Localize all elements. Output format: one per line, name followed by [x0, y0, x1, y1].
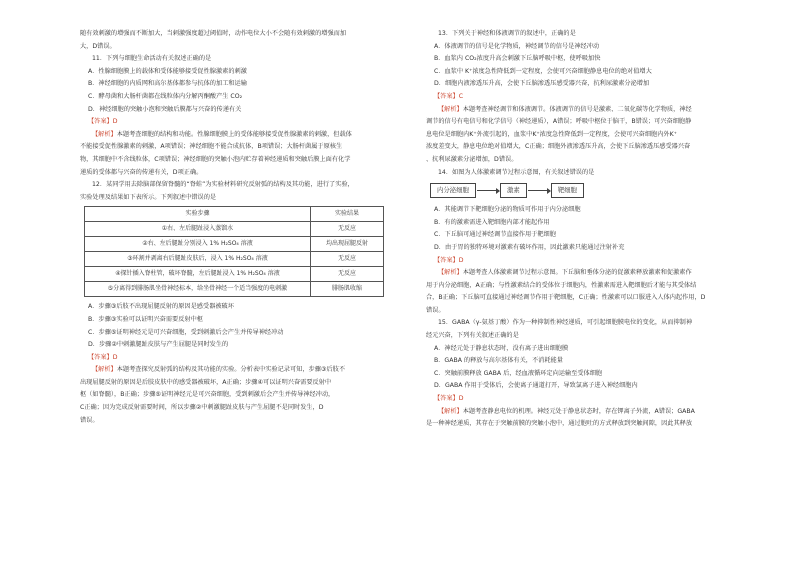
- answer: 【答案】D: [88, 118, 118, 126]
- question-12-stem: 实验处理及结果如下表所示。下列叙述中错误的是: [80, 193, 217, 201]
- table-cell: 腓肠肌收缩: [311, 282, 384, 297]
- table-cell: 均出现屈腿反射: [311, 237, 384, 252]
- option-c: C．突触前膜释放 GABA 后，经血液循环定向运输至受体细胞: [434, 369, 603, 377]
- option-c: C．酵母菌和大肠杆菌都在线粒体内分解丙酮酸产生 CO₂: [88, 92, 243, 100]
- option-a: A．其能调节下靶细胞分泌的物质可作用于内分泌细胞: [434, 206, 581, 214]
- endocrine-cell-box: 内分泌细胞: [430, 183, 476, 198]
- explanation: C正确；因为完成反射需要时间，所以步骤②中刺激腿趾皮肤与产生屈腿不是同时发生，D: [80, 404, 324, 412]
- question-13-stem: 13．下列关于神经和体液调节的叙述中，正确的是: [438, 30, 576, 37]
- table-header: 实验结果: [311, 207, 384, 222]
- explanation: 出现屈腿反射的原因是后肢皮肤中的感受器被破坏，A正确；步骤④可以证明兴奋需要反射中: [80, 378, 332, 386]
- option-d: D．GABA 作用于受体后，会使离子通道打开，导致氯离子进入神经细胞内: [434, 382, 638, 390]
- continued-text: 大，D错误。: [80, 42, 116, 50]
- experiment-table: [84, 206, 384, 297]
- table-cell: ①右、左后腿趾浸入蒸馏水: [85, 222, 311, 237]
- answer: 【答案】D: [434, 256, 464, 264]
- explanation: 用于内分泌细胞，A正确；与性激素结合的受体位于细胞内，性激素需进入靶细胞后才能与其受体结: [426, 281, 697, 289]
- option-a: A．体液调节的信号是化学物质，神经调节的信号是神经冲动: [434, 42, 600, 50]
- right-column: [426, 28, 746, 431]
- explanation-tag: 【解析】: [92, 130, 117, 138]
- explanation: 枢（如脊髓），B正确；步骤⑤证明神经元是可兴奋细胞，受到刺激后会产生并传导神经冲动，: [80, 391, 335, 399]
- table-row: [85, 237, 384, 252]
- hormone-flow-diagram: [430, 183, 746, 198]
- table-cell: ⑤分离得到腓肠肌坐骨神经标本，给坐骨神经一个适当强度的电刺激: [85, 282, 311, 297]
- question-12-stem: 12．某同学用去除脑部保留脊髓的“脊蛙”为实验材料研究反射弧的结构及其功能，进行了实验，: [92, 181, 354, 189]
- option-a: A．神经元处于静息状态时，没有离子进出细胞膜: [434, 344, 569, 352]
- option-d: D．细胞内液渗透压升高，会使下丘脑渗透压感受器兴奋，抗利尿激素分泌增加: [434, 80, 650, 88]
- explanation-tag: 【解析】: [92, 366, 117, 374]
- option-b: B．有的激素需进入靶细胞内部才能起作用: [434, 218, 550, 226]
- option-c: C．血浆中 K⁺浓度急性降低到一定程度，会使可兴奋细胞静息电位的绝对值增大: [434, 67, 652, 75]
- explanation: 合，B正确；下丘脑可直接通过神经调节作用于靶细胞，C正确；性激素可以口服进入人体内起作用，D: [426, 294, 706, 302]
- table-row: [85, 282, 384, 297]
- table-cell: ④探针插入脊柱管，破坏脊髓，左后腿趾浸入 1% H₂SO₄ 溶液: [85, 267, 311, 282]
- explanation: 物，其细胞中不含线粒体，C项错误；神经细胞的突触小泡内贮存着神经递质和突触后膜上面有化学: [80, 155, 351, 163]
- target-cell-box: 靶细胞: [551, 183, 584, 198]
- continued-text: 随有效刺激的增强而不断加大，当刺激强度超过阈值时，动作电位大小不会随有效刺激的增强而加: [80, 30, 347, 37]
- answer: 【答案】D: [434, 395, 464, 403]
- option-a: A．性腺细胞膜上的载体和受体能够接受促性腺激素的刺激: [88, 67, 247, 75]
- option-c: C．步骤⑤证明神经元是可兴奋细胞，受到刺激后会产生并传导神经冲动: [88, 328, 284, 336]
- table-row: [85, 267, 384, 282]
- explanation: 【解析】本题考查静息电位的机理。神经元处于静息状态时，存在钾离子外流，A错误；GABA: [438, 407, 695, 415]
- table-cell: 无反应: [311, 222, 384, 237]
- question-11-stem: 11．下列与细胞生命活动有关叙述正确的是: [92, 55, 212, 63]
- arrow-icon: [528, 190, 550, 191]
- table-cell: 无反应: [311, 252, 384, 267]
- explanation: 错误。: [426, 306, 445, 314]
- explanation: 【解析】本题考查细胞的结构和功能。性腺细胞膜上的受体能够接受促性腺激素的刺激，但载体: [92, 130, 352, 138]
- explanation: 【解析】本题考查神经调节和体液调节。体液调节的信号是激素、二氧化碳等化学物质，神经: [438, 105, 692, 113]
- table-row: [85, 252, 384, 267]
- explanation-tag: 【解析】: [438, 407, 463, 415]
- option-b: B．步骤③实验可以证明兴奋需要反射中枢: [88, 315, 203, 323]
- question-15-stem: 15．GABA（γ-氨基丁酸）作为一种抑制性神经递质，可引起细胞膜电位的变化，从而抑制神: [438, 319, 693, 327]
- explanation: 调节的信号有电信号和化学信号（神经递质），A错误；呼吸中枢位于脑干，B错误；可兴奋细胞静: [426, 118, 692, 126]
- arrow-icon: [477, 190, 499, 191]
- question-15-stem: 经元兴奋，下列有关叙述正确的是: [426, 332, 519, 340]
- table-cell: ③环割并剥离右后腿趾皮肤后，浸入 1% H₂SO₄ 溶液: [85, 252, 311, 267]
- table-header-row: [85, 207, 384, 222]
- table-cell: ②右、左后腿趾分别浸入 1% H₂SO₄ 溶液: [85, 237, 311, 252]
- explanation: 不能接受促性腺激素的刺激，A项错误；神经细胞不能合成抗体，B项错误；大肠杆菌属于原核生: [80, 143, 343, 151]
- table-cell: 无反应: [311, 267, 384, 282]
- explanation-tag: 【解析】: [438, 269, 463, 277]
- explanation: 浓度差变大，静息电位绝对值增大，C正确；细胞外液渗透压升高，会使下丘脑渗透压感受器兴奋: [426, 143, 691, 151]
- explanation: 【解析】本题考查人体激素调节过程示意图。下丘脑和垂体分泌的促激素释放激素和促激素作: [438, 269, 692, 277]
- option-b: B．GABA 的释放与高尔基体有关，不消耗能量: [434, 357, 563, 365]
- option-a: A．步骤③后肢不出现屈腿反射的原因是感受器被破坏: [88, 303, 234, 311]
- question-14-stem: 14．如图为人体激素调节过程示意图，有关叙述错误的是: [438, 168, 595, 176]
- explanation: 【解析】本题考查探究反射弧的结构及其功能的实验。分析表中实验记录可知，步骤③后肢不: [92, 366, 346, 374]
- explanation-tag: 【解析】: [438, 105, 463, 113]
- option-b: B．血浆内 CO₂浓度升高会刺激下丘脑呼吸中枢，使呼吸加快: [434, 55, 601, 63]
- answer: 【答案】D: [88, 353, 118, 361]
- explanation: 息电位是细胞内K⁺外流引起的，血浆中K⁺浓度急性降低到一定程度，会使可兴奋细胞内外K⁺: [426, 130, 677, 138]
- explanation: 错误。: [80, 416, 99, 424]
- option-c: C．下丘脑可通过神经调节直接作用于靶细胞: [434, 231, 556, 239]
- explanation: 递质的受体都与兴奋的传递有关，D项正确。: [80, 168, 203, 176]
- explanation: 是一种神经递质，其存在于突触前膜的突触小泡中，通过胞吐的方式释放到突触间隙，因此其释放: [426, 420, 693, 428]
- hormone-box: 激素: [500, 183, 527, 198]
- option-d: D．步骤②中刺激腿趾皮肤与产生屈腿是同时发生的: [88, 341, 229, 349]
- option-d: D．神经细胞的突触小泡和突触后膜都与兴奋的传递有关: [88, 105, 242, 113]
- answer: 【答案】C: [434, 92, 464, 100]
- table-row: [85, 222, 384, 237]
- table-header: 实验步骤: [85, 207, 311, 222]
- explanation: 、抗利尿激素分泌增加，D错误。: [426, 155, 518, 163]
- left-column: [80, 28, 386, 427]
- option-b: B．神经细胞的内质网和高尔基体都参与抗体的加工和运输: [88, 80, 247, 88]
- option-d: D．由于胃的独特环境对激素有破坏作用，因此激素只能通过注射补充: [434, 243, 625, 251]
